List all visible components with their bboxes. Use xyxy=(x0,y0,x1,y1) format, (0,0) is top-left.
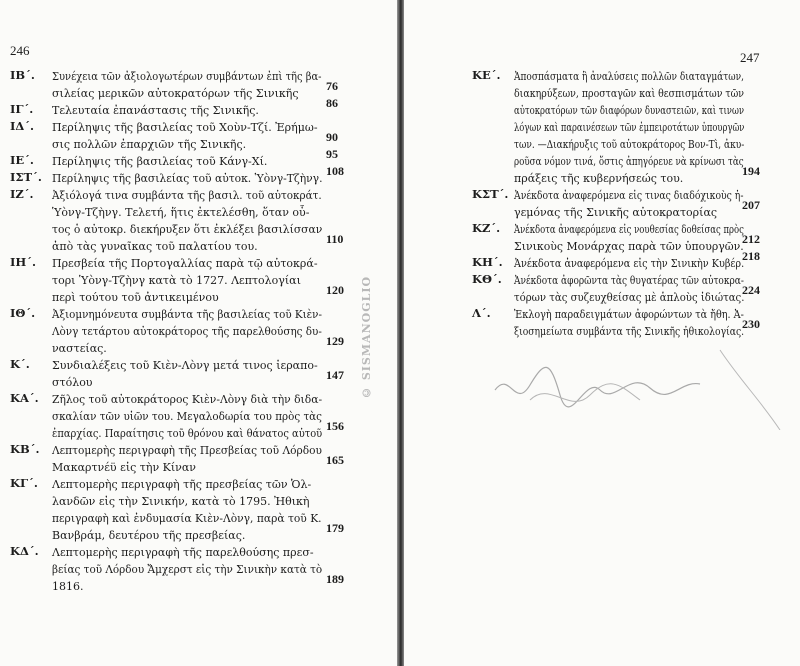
chapter-title-line: Ἀνέκδοτα ἀφορῶντα τὰς θυγατέρας τῶν αὐτοκρα- xyxy=(514,274,744,287)
chapter-title-line: Λεπτομερὴς περιγραφὴ τῆς Πρεσβείας τοῦ Λόρδου xyxy=(52,444,322,457)
chapter-page-number: 218 xyxy=(742,249,760,263)
chapter-page-number: 165 xyxy=(326,453,344,467)
chapter-title-line: των. —Διακήρυξις τοῦ αὐτοκράτορος Βον-Τὶ, ἀκυ- xyxy=(514,138,745,151)
chapter-page-number: 129 xyxy=(326,334,344,348)
chapter-title-line: Συνδιαλέξεις τοῦ Κιὲν-Λὸνγ μετά τινος ἱεραπο- xyxy=(52,359,318,372)
chapter-title-line: σιλείας μερικῶν αὐτοκρατόρων τῆς Σινικῆς xyxy=(52,87,299,100)
chapter-title-line: Σινικοὺς Μονάρχας παρὰ τῶν ὑπουργῶν. xyxy=(514,240,744,253)
chapter-title-line: τος ὁ αὐτοκρ. διεκήρυξεν ὅτι ἐκλέξει βασιλίσσαν xyxy=(52,223,323,236)
chapter-title-line: Συνέχεια τῶν ἀξιολογωτέρων συμβάντων ἐπὶ τῆς βα- xyxy=(52,70,322,83)
chapter-title-line: 1816. xyxy=(52,580,84,593)
chapter-page-number: 86 xyxy=(326,96,338,110)
chapter-title-line: διακηρύξεων, προσταγῶν καὶ θεσπισμάτων τῶν xyxy=(514,87,745,100)
chapter-page-number: 194 xyxy=(742,164,760,178)
chapter-numeral: ΙΘ΄. xyxy=(10,306,36,320)
chapter-title-line: Ὑὸνγ-Τζὴνγ. Τελετή, ἥτις ἐκτελέσθη, ὅταν οὗ- xyxy=(52,206,310,219)
chapter-title-line: ξιοσημείωτα συμβάντα τῆς Σινικῆς ἠθικολογίας. xyxy=(514,325,745,338)
chapter-page-number: 156 xyxy=(326,419,344,433)
chapter-title-line: ναστείας. xyxy=(52,342,107,355)
chapter-title-line: σις πολλῶν ἐπαρχιῶν τῆς Σινικῆς. xyxy=(52,138,247,151)
chapter-title-line: Ἀποσπάσματα ἢ ἀναλύσεις πολλῶν διαταγμάτων, xyxy=(514,70,744,83)
chapter-title-line: τορι Ὑὸνγ-Τζὴνγ κατὰ τὸ 1727. Λεπτολογίαι xyxy=(52,274,301,287)
chapter-page-number: 120 xyxy=(326,283,344,297)
page-number: 246 xyxy=(10,43,30,58)
chapter-title-line: ἀπὸ τὰς γυναῖκας τοῦ παλατίου του. xyxy=(52,240,258,253)
chapter-numeral: ΚΣΤ΄. xyxy=(472,187,509,201)
chapter-title-line: Ἀξιόλογά τινα συμβάντα τῆς βασιλ. τοῦ αὐτοκράτ. xyxy=(52,189,322,202)
chapter-page-number: 108 xyxy=(326,164,344,178)
library-stamp: © SISMANOGLIO xyxy=(360,275,373,399)
chapter-title-line: Ἐκλογὴ παραδειγμάτων ἀφορώντων τὰ ἤθη. Ἀ- xyxy=(514,308,744,321)
chapter-numeral: ΚΗ΄. xyxy=(472,255,503,269)
chapter-numeral: ΙΔ΄. xyxy=(10,119,35,133)
chapter-title-line: στόλου xyxy=(52,376,93,389)
chapter-title-line: Περίληψις τῆς βασιλείας τοῦ Χοὺν-Τζί. Ἐρήμω- xyxy=(52,121,318,134)
pencil-scribble xyxy=(490,340,790,430)
left-page xyxy=(0,0,397,666)
chapter-title-line: λόγων καὶ παραινέσεων τῶν ἐμπειροτάτων ὑπουργῶν xyxy=(514,121,745,134)
chapter-title-line: ροῦσα νόμον τινά, ὅστις ἀπηγόρευε νὰ κρίνωσι τὰς xyxy=(514,155,744,168)
chapter-title-line: βείας τοῦ Λόρδου Ἄμχερστ εἰς τὴν Σινικὴν κατὰ τὸ xyxy=(52,563,323,576)
chapter-numeral: ΚΖ΄. xyxy=(472,221,501,235)
chapter-numeral: ΚΔ΄. xyxy=(10,544,39,558)
chapter-page-number: 189 xyxy=(326,572,344,586)
chapter-numeral: ΙΗ΄. xyxy=(10,255,36,269)
chapter-page-number: 212 xyxy=(742,232,760,246)
chapter-title-line: πράξεις τῆς κυβερνήσεώς του. xyxy=(514,172,684,185)
chapter-title-line: Περίληψις τῆς βασιλείας τοῦ Κάνγ-Χί. xyxy=(52,155,268,168)
chapter-title-line: ἐπαρχίας. Παραίτησις τοῦ θρόνου καὶ θάνατος αὐτοῦ xyxy=(52,427,323,440)
chapter-numeral: ΚΘ΄. xyxy=(472,272,502,286)
chapter-title-line: Περίληψις τῆς βασιλείας τοῦ αὐτοκ. Ὑὸνγ-Τζὴνγ. xyxy=(52,172,323,185)
chapter-numeral: ΙΕ΄. xyxy=(10,153,34,167)
chapter-title-line: Μακαρτνέϋ εἰς τὴν Κίναν xyxy=(52,461,196,474)
chapter-numeral: ΙΣΤ΄. xyxy=(10,170,42,184)
chapter-title-line: Λεπτομερὴς περιγραφὴ τῆς πρεσβείας τῶν Ὁλ- xyxy=(52,478,312,491)
chapter-title-line: Ἀνέκδοτα ἀναφερόμενα εἰς τινας διαδόχικοὺς ἡ- xyxy=(514,189,744,202)
chapter-title-line: Πρεσβεία τῆς Πορτογαλλίας παρὰ τῷ αὐτοκρά- xyxy=(52,257,318,270)
chapter-title-line: Τελευταία ἐπανάστασις τῆς Σινικῆς. xyxy=(52,104,259,117)
chapter-page-number: 110 xyxy=(326,232,344,246)
chapter-page-number: 76 xyxy=(326,79,338,93)
chapter-page-number: 95 xyxy=(326,147,338,161)
chapter-title-line: σκαλίαν τῶν υἱῶν του. Μεγαλοδωρία του πρὸς τὰς xyxy=(52,410,322,423)
chapter-page-number: 147 xyxy=(326,368,344,382)
chapter-title-line: Ἀξιομνημόνευτα συμβάντα τῆς βασιλείας τοῦ Κιὲν- xyxy=(52,308,322,321)
chapter-page-number: 224 xyxy=(742,283,760,297)
chapter-title-line: περιγραφὴ καὶ ἐνδυμασία Κιὲν-Λὸνγ, παρὰ τοῦ Κ. xyxy=(52,512,322,525)
chapter-numeral: ΚΒ΄. xyxy=(10,442,40,456)
chapter-title-line: αὐτοκρατόρων τῶν διαφόρων δυναστειῶν, καὶ τινων xyxy=(514,104,745,117)
chapter-numeral: ΚΑ΄. xyxy=(10,391,39,405)
chapter-numeral: Κ΄. xyxy=(10,357,30,371)
page-number: 247 xyxy=(740,50,760,65)
chapter-title-line: γεμόνας τῆς Σινικῆς αὐτοκρατορίας xyxy=(514,206,718,219)
chapter-title-line: Λὸνγ τετάρτου αὐτοκράτορος τῆς παρελθούσης δυ- xyxy=(52,325,322,338)
chapter-numeral: ΚΕ΄. xyxy=(472,68,501,82)
chapter-title-line: λανδῶν εἰς τὴν Σινικήν, κατὰ τὸ 1795. Ἠθικὴ xyxy=(52,495,310,508)
chapter-title-line: Ζῆλος τοῦ αὐτοκράτορος Κιὲν-Λὸνγ διὰ τὴν διδα- xyxy=(52,393,323,406)
chapter-numeral: ΙΒ΄. xyxy=(10,68,35,82)
chapter-title-line: τόρων τὰς συζευχθείσας μὲ ἁπλοὺς ἰδιώτας. xyxy=(514,291,745,304)
chapter-page-number: 90 xyxy=(326,130,338,144)
chapter-numeral: ΙΓ΄. xyxy=(10,102,34,116)
chapter-numeral: ΙΖ΄. xyxy=(10,187,34,201)
chapter-title-line: Ἀνέκδοτα ἀναφερόμενα εἰς τὴν Σινικὴν Κυβέρ. xyxy=(514,257,745,270)
chapter-title-line: Λεπτομερὴς περιγραφὴ τῆς παρελθούσης πρεσ- xyxy=(52,546,314,559)
right-page xyxy=(404,0,800,666)
chapter-title-line: Ἀνέκδοτα ἀναφερόμενα εἰς νουθεσίας δοθείσας πρὸς xyxy=(514,223,744,236)
chapter-title-line: περὶ τούτου τοῦ ἀντικειμένου xyxy=(52,291,219,304)
chapter-numeral: Λ΄. xyxy=(472,306,491,320)
chapter-page-number: 179 xyxy=(326,521,344,535)
chapter-page-number: 207 xyxy=(742,198,760,212)
chapter-title-line: Βανβράμ, δευτέρου τῆς πρεσβείας. xyxy=(52,529,246,542)
chapter-numeral: ΚΓ΄. xyxy=(10,476,38,490)
chapter-page-number: 230 xyxy=(742,317,760,331)
